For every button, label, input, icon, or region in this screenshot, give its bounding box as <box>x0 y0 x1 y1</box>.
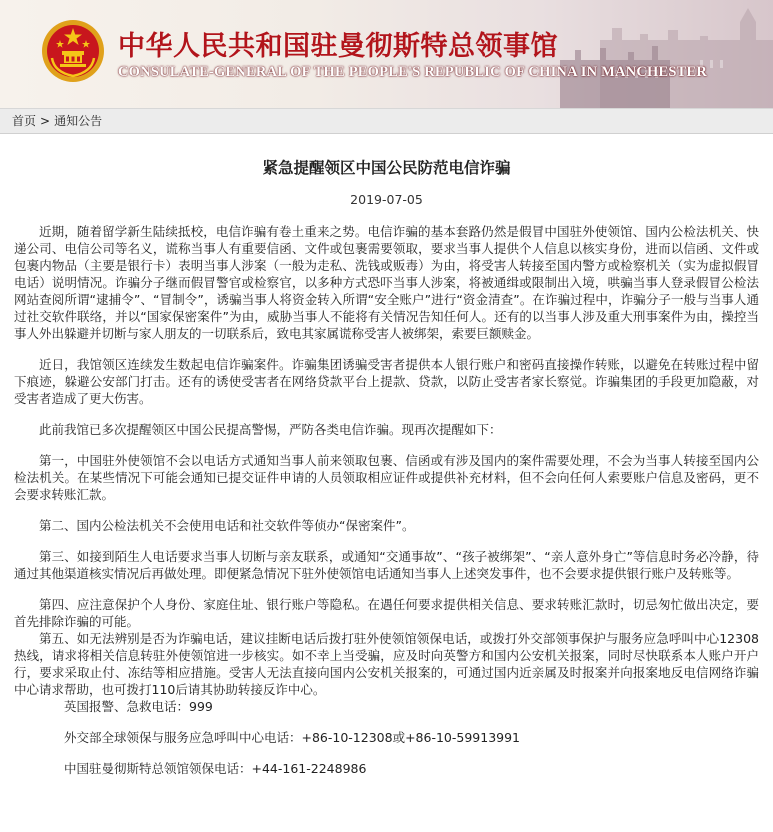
breadcrumb-separator: > <box>40 114 51 128</box>
paragraph-point-3: 第三、如接到陌生人电话要求当事人切断与亲友联系，或通知“交通事故”、“孩子被绑架”、“亲人意外身亡”等信息时务必冷静，待通过其他渠道核实情况后再做处理。即便紧急情况下驻外使领馆电话通知当事人上述突发事件，也不会要求提供银行账户及转账等。 <box>14 549 759 581</box>
contact-consulate-hotline: 中国驻曼彻斯特总领馆领保电话：+44-161-2248986 <box>64 761 367 776</box>
paragraph-point-5: 第五、如无法辨别是否为诈骗电话，建议挂断电话后拨打驻外使领馆领保电话，或拨打外交部领事保护与服务应急呼叫中心12308热线，请求将相关信息转驻外使领馆进一步核实。如不幸上当受骗，应及时向英警方和国内公安机关报案，同时尽快联系本人账户开户行，要求采取止付、冻结等相应措施。受害人无法直接向国内公安机关报案的，可通过国内近亲属及时报案并向报案地反电信网络诈骗中心请求帮助，也可拨打110后请其协助转接反诈中心。 <box>14 631 759 697</box>
national-emblem-icon <box>40 18 106 84</box>
paragraph-recent-cases: 近日，我馆领区连续发生数起电信诈骗案件。诈骗集团诱骗受害者提供本人银行账户和密码直接操作转账，以避免在转账过程中留下痕迹，躲避公安部门打击。还有的诱使受害者在网络贷款平台上提款、贷款，以防止受害者家长察觉。诈骗集团的手段更加隐蔽，对受害者造成了更大伤害。 <box>14 357 759 406</box>
paragraph-point-4: 第四、应注意保护个人身份、家庭住址、银行账户等隐私。在遇任何要求提供相关信息、要求转账汇款时，切忌匆忙做出决定，要首先排除诈骗的可能。 <box>14 597 759 629</box>
paragraph-point-1: 第一，中国驻外使领馆不会以电话方式通知当事人前来领取包裹、信函或有涉及国内的案件需要处理，不会为当事人转接至国内公检法机关。在某些情况下可能会通知已提交证件申请的人员领取相应证件或提供补充材料，但不会向任何人索要账户信息及密码，更不会要求转账汇款。 <box>14 453 759 502</box>
article-body <box>14 223 759 777</box>
consulate-title-english: CONSULATE-GENERAL OF THE PEOPLE'S REPUBLIC OF CHINA IN MANCHESTER <box>118 64 708 80</box>
article-date: 2019-07-05 <box>350 192 423 207</box>
breadcrumb <box>0 108 773 134</box>
paragraph-reminder: 此前我馆已多次提醒领区中国公民提高警惕，严防各类电信诈骗。现再次提醒如下： <box>39 422 502 437</box>
breadcrumb-section-link[interactable]: 通知公告 <box>54 114 103 128</box>
consulate-title-chinese: 中华人民共和国驻曼彻斯特总领事馆 <box>118 31 558 62</box>
paragraph-intro: 近期，随着留学新生陆续抵校，电信诈骗有卷土重来之势。电信诈骗的基本套路仍然是假冒中国驻外使领馆、国内公检法机关、快递公司、电信公司等名义，谎称当事人有重要信函、文件或包裹需要领取，要求当事人提供个人信息以核实身份，进而以信函、文件或包裹内物品（主要是银行卡）表明当事人涉案（一般为走私、洗钱或贩毒）为由，将受害人转接至国内警方或检察机关（实为虚拟假冒电话）说明情况。诈骗分子继而假冒警官或检察官，以多种方式恐吓当事人涉案，将被通缉或限制出入境，哄骗当事人登录假冒公检法网站查阅所谓“逮捕令”、“冒制令”，诱骗当事人将资金转入所谓“安全账户”进行“资金清查”。在诈骗过程中，诈骗分子一般与当事人通过社交软件联络，并以“国家保密案件”为由，威胁当事人不能将有关情况告知任何人。还有的以当事人涉及重大刑事案件为由，操控当事人外出躲避并切断与家人朋友的一切联系后，致电其家属谎称受害人被绑架，索要巨额赎金。 <box>14 224 759 341</box>
breadcrumb-home-link[interactable]: 首页 <box>12 114 37 128</box>
article-title: 紧急提醒领区中国公民防范电信诈骗 <box>262 159 511 177</box>
contact-mfa-hotline: 外交部全球领保与服务应急呼叫中心电话：+86-10-12308或+86-10-59913991 <box>64 730 521 745</box>
contact-uk-emergency: 英国报警、急救电话：999 <box>64 699 213 714</box>
paragraph-point-2: 第二、国内公检法机关不会使用电话和社交软件等侦办“保密案件”。 <box>39 518 415 533</box>
article <box>0 156 773 777</box>
header-banner <box>0 0 773 108</box>
